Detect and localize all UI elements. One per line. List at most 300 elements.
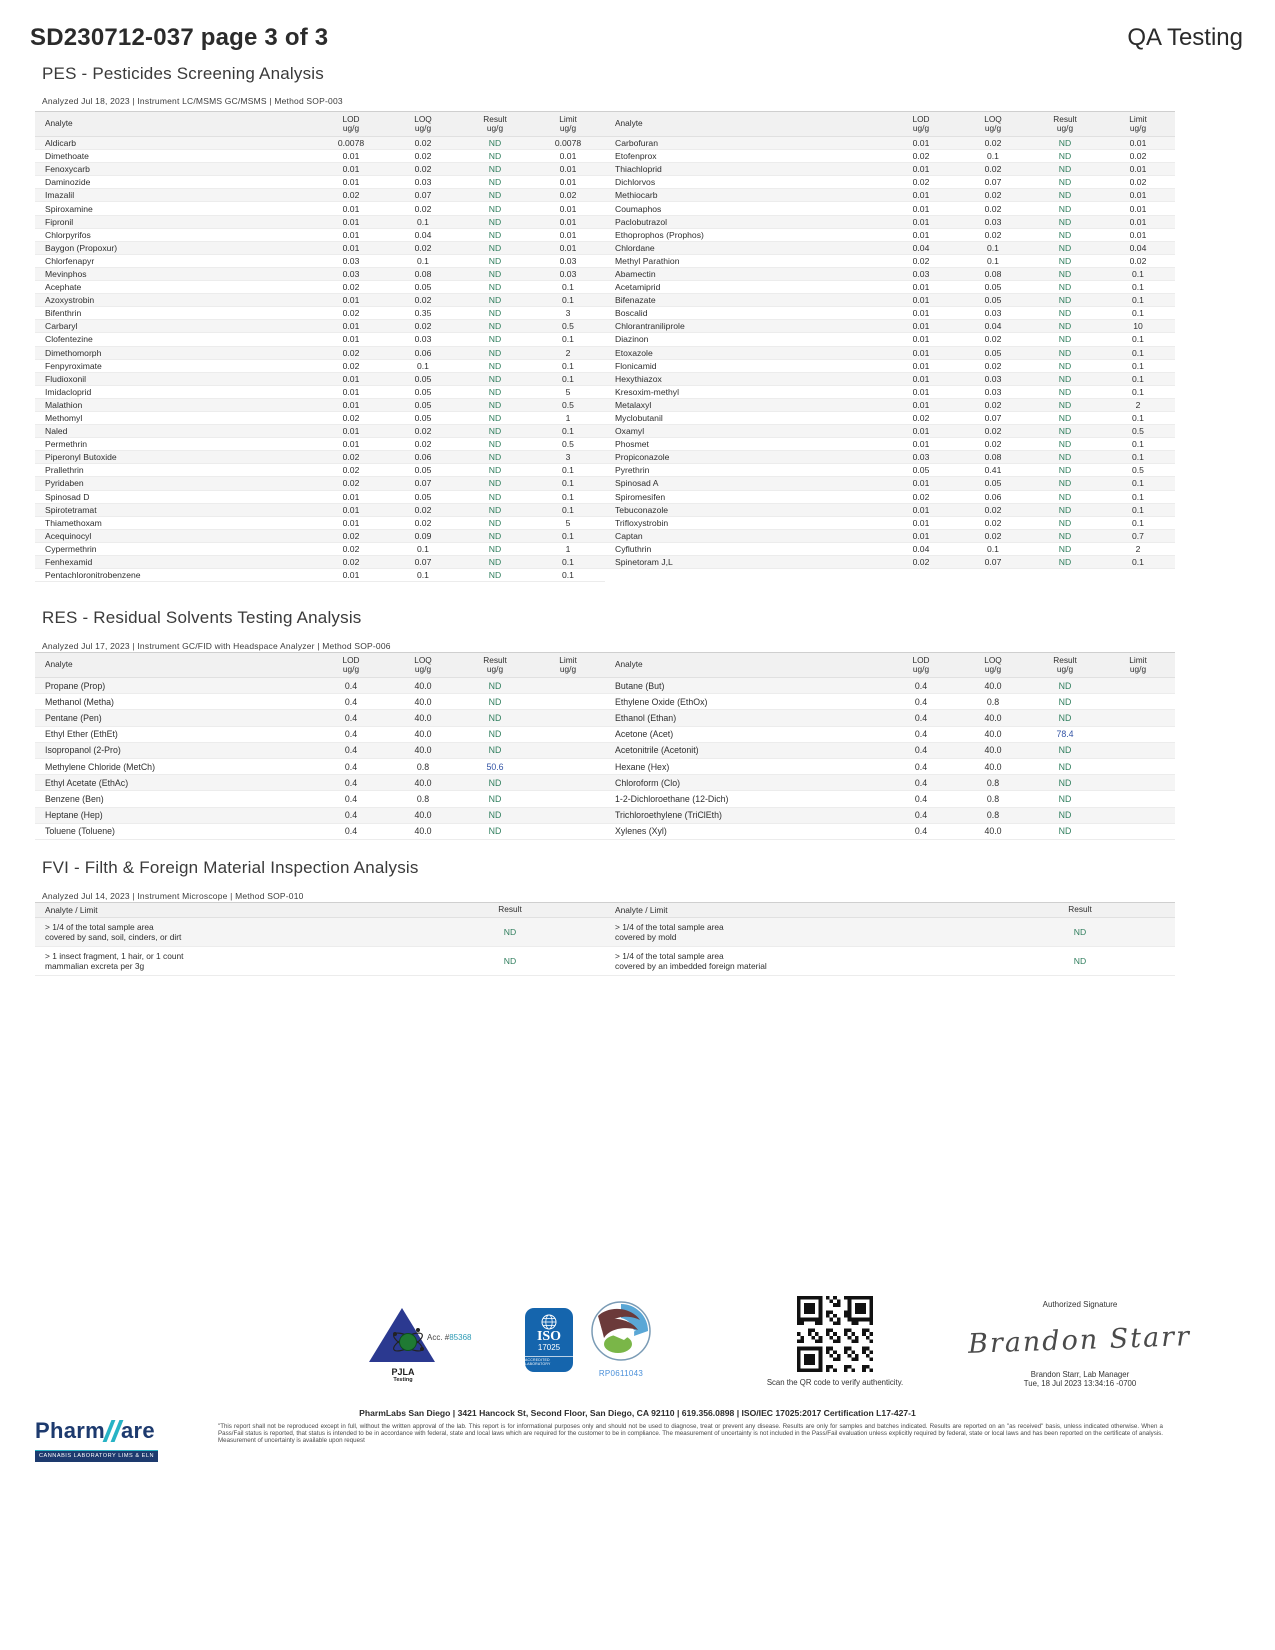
lod-value: 0.01 bbox=[912, 373, 930, 384]
result-value: ND bbox=[1058, 413, 1072, 424]
pes-section-title: PES - Pesticides Screening Analysis bbox=[42, 64, 324, 83]
analyte-name: Bifenthrin bbox=[45, 308, 82, 319]
lod-value: 0.4 bbox=[344, 761, 358, 772]
result-value: ND bbox=[488, 680, 502, 691]
table-row bbox=[35, 425, 605, 438]
limit-value: 0.1 bbox=[1132, 386, 1144, 397]
result-value: ND bbox=[488, 360, 502, 371]
result-value: ND bbox=[1058, 399, 1072, 410]
lod-value: 0.4 bbox=[914, 729, 928, 740]
table-row bbox=[605, 202, 1175, 215]
table-row bbox=[35, 710, 605, 726]
loq-value: 0.06 bbox=[414, 347, 432, 358]
result-value: ND bbox=[488, 826, 502, 837]
table-row bbox=[35, 824, 605, 840]
limit-value: 0.5 bbox=[1132, 426, 1144, 437]
limit-value: 10 bbox=[1133, 321, 1143, 332]
analyte-name: Chlordane bbox=[615, 242, 655, 253]
limit-value: 0.02 bbox=[1129, 151, 1147, 162]
result-value: ND bbox=[488, 177, 502, 188]
analyte-name: Acetone (Acet) bbox=[615, 729, 674, 740]
limit-value: 0.1 bbox=[562, 295, 574, 306]
analyte-name: Piperonyl Butoxide bbox=[45, 452, 117, 463]
limit-value: 0.1 bbox=[562, 373, 574, 384]
lod-value: 0.01 bbox=[912, 478, 930, 489]
result-value: ND bbox=[488, 373, 502, 384]
result-value: ND bbox=[1058, 282, 1072, 293]
limit-value: 0.7 bbox=[1132, 530, 1144, 541]
result-value: ND bbox=[488, 164, 502, 175]
lod-value: 0.01 bbox=[912, 295, 930, 306]
lod-value: 0.01 bbox=[342, 373, 360, 384]
loq-value: 0.08 bbox=[414, 268, 432, 279]
analyte-name: Hexane (Hex) bbox=[615, 761, 670, 772]
result-value: ND bbox=[1058, 308, 1072, 319]
lod-value: 0.01 bbox=[342, 164, 360, 175]
signature-label: Authorized Signature bbox=[1042, 1300, 1118, 1309]
table-row bbox=[35, 137, 605, 150]
column-header-result: Result bbox=[498, 904, 522, 915]
result-value: ND bbox=[488, 543, 502, 554]
table-row bbox=[35, 189, 605, 202]
lod-value: 0.03 bbox=[912, 268, 930, 279]
column-header-analyte: Analyte bbox=[615, 118, 643, 129]
limit-value: 0.5 bbox=[562, 321, 574, 332]
table-row bbox=[605, 918, 1175, 947]
table-row bbox=[605, 412, 1175, 425]
analyte-name: Imazalil bbox=[45, 190, 75, 201]
table-row bbox=[35, 399, 605, 412]
limit-value: 1 bbox=[565, 543, 571, 554]
result-value: ND bbox=[1058, 712, 1072, 723]
loq-value: 0.1 bbox=[987, 255, 999, 266]
table-row bbox=[605, 710, 1175, 726]
lod-value: 0.01 bbox=[912, 334, 930, 345]
table-row bbox=[35, 202, 605, 215]
table-row bbox=[605, 464, 1175, 477]
loq-value: 0.07 bbox=[414, 557, 432, 568]
table-row bbox=[605, 477, 1175, 490]
lod-value: 0.05 bbox=[912, 465, 930, 476]
result-value: ND bbox=[1058, 164, 1072, 175]
limit-value: 0.5 bbox=[562, 399, 574, 410]
brand-tagline: CANNABIS LABORATORY LIMS & ELN bbox=[35, 1450, 158, 1462]
table-row bbox=[605, 189, 1175, 202]
table-row bbox=[35, 229, 605, 242]
lod-value: 0.01 bbox=[912, 426, 930, 437]
result-value: ND bbox=[488, 517, 502, 528]
table-row bbox=[605, 281, 1175, 294]
analyte-name: Benzene (Ben) bbox=[45, 793, 104, 804]
limit-value: 0.02 bbox=[1129, 177, 1147, 188]
limit-value: 0.1 bbox=[1132, 282, 1144, 293]
analyte-name: Propane (Prop) bbox=[45, 680, 106, 691]
lod-value: 0.01 bbox=[912, 308, 930, 319]
column-header-lod: LOD ug/g bbox=[912, 113, 930, 133]
loq-value: 0.02 bbox=[984, 504, 1002, 515]
loq-value: 0.05 bbox=[414, 413, 432, 424]
analyte-name: Flonicamid bbox=[615, 360, 657, 371]
loq-value: 0.8 bbox=[986, 777, 1000, 788]
table-row bbox=[35, 307, 605, 320]
table-row bbox=[35, 281, 605, 294]
analyte-name: Trichloroethylene (TriClEth) bbox=[615, 810, 722, 821]
limit-value: 0.1 bbox=[1132, 347, 1144, 358]
loq-value: 0.05 bbox=[984, 347, 1002, 358]
result-value: ND bbox=[503, 927, 517, 937]
loq-value: 0.02 bbox=[414, 321, 432, 332]
brand-name: Pharm are bbox=[35, 1418, 155, 1443]
loq-value: 0.05 bbox=[414, 373, 432, 384]
res-table bbox=[35, 652, 1175, 840]
limit-value: 0.02 bbox=[559, 190, 577, 201]
loq-value: 40.0 bbox=[984, 826, 1002, 837]
loq-value: 0.1 bbox=[417, 255, 429, 266]
doj-dea-seal-icon bbox=[590, 1300, 652, 1362]
analyte-name: Heptane (Hep) bbox=[45, 810, 103, 821]
table-row bbox=[605, 517, 1175, 530]
limit-value: 2 bbox=[1135, 543, 1141, 554]
loq-value: 0.07 bbox=[984, 413, 1002, 424]
column-header-limit: Limit ug/g bbox=[1129, 654, 1147, 674]
loq-value: 0.02 bbox=[984, 439, 1002, 450]
analyte-name: Etofenprox bbox=[615, 151, 657, 162]
table-row bbox=[605, 451, 1175, 464]
analyte-name: Acephate bbox=[45, 282, 82, 293]
limit-value: 0.1 bbox=[562, 465, 574, 476]
limit-value: 1 bbox=[565, 413, 571, 424]
lod-value: 0.01 bbox=[912, 439, 930, 450]
result-value: ND bbox=[488, 203, 502, 214]
analyte-name: Chlorpyrifos bbox=[45, 229, 91, 240]
table-row bbox=[605, 530, 1175, 543]
analyte-name: Acequinocyl bbox=[45, 530, 92, 541]
signature-timestamp: Tue, 18 Jul 2023 13:34:16 -0700 bbox=[1023, 1379, 1137, 1388]
result-value: ND bbox=[488, 151, 502, 162]
loq-value: 0.02 bbox=[984, 138, 1002, 149]
result-value: ND bbox=[1058, 242, 1072, 253]
limit-value: 0.01 bbox=[1129, 190, 1147, 201]
qr-verification bbox=[760, 1296, 910, 1387]
column-header-result: Result bbox=[1068, 904, 1092, 915]
table-row bbox=[35, 333, 605, 346]
lod-value: 0.4 bbox=[914, 810, 928, 821]
lod-value: 0.04 bbox=[912, 543, 930, 554]
analyte-name: Boscalid bbox=[615, 308, 648, 319]
lod-value: 0.4 bbox=[344, 729, 358, 740]
limit-value: 0.5 bbox=[562, 439, 574, 450]
lod-value: 0.02 bbox=[912, 491, 930, 502]
table-row bbox=[605, 360, 1175, 373]
table-row bbox=[605, 294, 1175, 307]
loq-value: 0.02 bbox=[414, 164, 432, 175]
table-row bbox=[35, 727, 605, 743]
loq-value: 0.02 bbox=[414, 151, 432, 162]
lod-value: 0.4 bbox=[344, 826, 358, 837]
fvi-right-rows bbox=[605, 918, 1175, 976]
analyte-name: Metalaxyl bbox=[615, 399, 652, 410]
fvi-section-title: FVI - Filth & Foreign Material Inspection Analysis bbox=[42, 858, 419, 877]
lod-value: 0.03 bbox=[342, 268, 360, 279]
table-row bbox=[605, 743, 1175, 759]
analyte-name: Baygon (Propoxur) bbox=[45, 242, 118, 253]
result-value: ND bbox=[488, 777, 502, 788]
limit-value: 0.0078 bbox=[554, 138, 582, 149]
table-row bbox=[35, 216, 605, 229]
loq-value: 40.0 bbox=[414, 680, 432, 691]
analyte-name: Propiconazole bbox=[615, 452, 670, 463]
analyte-name: Paclobutrazol bbox=[615, 216, 668, 227]
limit-value: 0.01 bbox=[1129, 216, 1147, 227]
analyte-name: Bifenazate bbox=[615, 295, 656, 306]
result-value: ND bbox=[1058, 761, 1072, 772]
lod-value: 0.4 bbox=[914, 696, 928, 707]
analyte-name: Methanol (Metha) bbox=[45, 696, 114, 707]
limit-value: 0.01 bbox=[559, 164, 577, 175]
lod-value: 0.01 bbox=[342, 216, 360, 227]
analyte-name: Acetonitrile (Acetonit) bbox=[615, 745, 699, 756]
loq-value: 0.8 bbox=[986, 696, 1000, 707]
result-value: ND bbox=[503, 956, 517, 966]
lod-value: 0.01 bbox=[342, 295, 360, 306]
lod-value: 0.01 bbox=[912, 282, 930, 293]
table-row bbox=[605, 504, 1175, 517]
lod-value: 0.01 bbox=[342, 570, 360, 581]
limit-value: 0.1 bbox=[562, 557, 574, 568]
analyte-name: Prallethrin bbox=[45, 465, 84, 476]
dea-certificate bbox=[588, 1300, 654, 1378]
loq-value: 0.02 bbox=[984, 360, 1002, 371]
table-row bbox=[605, 947, 1175, 976]
lod-value: 0.02 bbox=[912, 255, 930, 266]
analyte-name: Methiocarb bbox=[615, 190, 658, 201]
lod-value: 0.01 bbox=[342, 491, 360, 502]
lod-value: 0.4 bbox=[344, 810, 358, 821]
result-value: ND bbox=[1058, 426, 1072, 437]
lod-value: 0.02 bbox=[342, 478, 360, 489]
lod-value: 0.01 bbox=[912, 203, 930, 214]
analyte-name: Cypermethrin bbox=[45, 543, 97, 554]
analyte-name: Phosmet bbox=[615, 439, 649, 450]
loq-value: 0.02 bbox=[984, 203, 1002, 214]
analyte-name: Dimethomorph bbox=[45, 347, 102, 358]
document-id: SD230712-037 page 3 of 3 bbox=[30, 24, 329, 51]
loq-value: 0.09 bbox=[414, 530, 432, 541]
analyte-name: Thiachloprid bbox=[615, 164, 662, 175]
column-header-analyte: Analyte bbox=[45, 659, 73, 670]
result-value: ND bbox=[1058, 745, 1072, 756]
res-left-rows bbox=[35, 678, 605, 840]
column-header-lod: LOD ug/g bbox=[342, 113, 360, 133]
result-value: ND bbox=[1058, 517, 1072, 528]
table-row bbox=[35, 176, 605, 189]
lod-value: 0.01 bbox=[912, 530, 930, 541]
lod-value: 0.02 bbox=[912, 413, 930, 424]
column-header-lod: LOD ug/g bbox=[912, 654, 930, 674]
table-row bbox=[605, 759, 1175, 775]
analyte-name: Pyridaben bbox=[45, 478, 84, 489]
result-value: ND bbox=[488, 810, 502, 821]
result-value: ND bbox=[1058, 386, 1072, 397]
lod-value: 0.01 bbox=[912, 216, 930, 227]
result-value: ND bbox=[1058, 360, 1072, 371]
analyte-name: Myclobutanil bbox=[615, 413, 663, 424]
qr-code bbox=[797, 1296, 873, 1372]
table-row bbox=[605, 373, 1175, 386]
analyte-name: Ethylene Oxide (EthOx) bbox=[615, 696, 708, 707]
analyte-name: Thiamethoxam bbox=[45, 517, 102, 528]
table-row bbox=[35, 678, 605, 694]
result-value: ND bbox=[1058, 543, 1072, 554]
analyte-name: Etoxazole bbox=[615, 347, 653, 358]
analyte-name: Methyl Parathion bbox=[615, 255, 680, 266]
lod-value: 0.4 bbox=[344, 793, 358, 804]
analyte-name: Mevinphos bbox=[45, 268, 87, 279]
lod-value: 0.01 bbox=[342, 203, 360, 214]
pes-table-header bbox=[35, 111, 1175, 137]
analyte-name: Tebuconazole bbox=[615, 504, 669, 515]
analyte-name: Malathion bbox=[45, 399, 83, 410]
loq-value: 0.1 bbox=[987, 543, 999, 554]
iso-17025-badge: ISO 17025 ACCREDITED LABORATORY bbox=[525, 1308, 573, 1372]
analyte-name: Spirotetramat bbox=[45, 504, 97, 515]
lod-value: 0.03 bbox=[342, 255, 360, 266]
fvi-criterion: > 1/4 of the total sample area covered by an imbedded foreign material bbox=[615, 951, 767, 971]
lod-value: 0.01 bbox=[342, 517, 360, 528]
column-header-analyte-limit: Analyte / Limit bbox=[45, 905, 98, 915]
column-header-loq: LOQ ug/g bbox=[414, 654, 432, 674]
result-value: ND bbox=[1058, 491, 1072, 502]
result-value: ND bbox=[488, 729, 502, 740]
lod-value: 0.02 bbox=[912, 151, 930, 162]
table-row bbox=[605, 824, 1175, 840]
result-value: ND bbox=[1058, 826, 1072, 837]
analyte-name: Fipronil bbox=[45, 216, 74, 227]
loq-value: 0.02 bbox=[984, 229, 1002, 240]
loq-value: 0.05 bbox=[414, 282, 432, 293]
loq-value: 0.05 bbox=[414, 386, 432, 397]
lod-value: 0.02 bbox=[342, 308, 360, 319]
result-value: ND bbox=[488, 321, 502, 332]
table-row bbox=[605, 775, 1175, 791]
loq-value: 0.06 bbox=[984, 491, 1002, 502]
loq-value: 0.04 bbox=[984, 321, 1002, 332]
limit-value: 0.1 bbox=[562, 504, 574, 515]
loq-value: 0.8 bbox=[986, 793, 1000, 804]
result-value: ND bbox=[1058, 177, 1072, 188]
analyte-name: Dichlorvos bbox=[615, 177, 656, 188]
loq-value: 0.07 bbox=[984, 177, 1002, 188]
loq-value: 0.07 bbox=[414, 190, 432, 201]
limit-value: 0.01 bbox=[1129, 229, 1147, 240]
loq-value: 0.02 bbox=[414, 295, 432, 306]
loq-value: 0.05 bbox=[984, 478, 1002, 489]
fvi-table bbox=[35, 902, 1175, 976]
result-value: ND bbox=[488, 745, 502, 756]
loq-value: 0.8 bbox=[416, 761, 430, 772]
loq-value: 0.1 bbox=[417, 360, 429, 371]
page-title: QA Testing bbox=[1127, 24, 1243, 51]
table-row bbox=[35, 918, 605, 947]
limit-value: 0.01 bbox=[1129, 138, 1147, 149]
pes-section-meta: Analyzed Jul 18, 2023 | Instrument LC/MSMS GC/MSMS | Method SOP-003 bbox=[42, 96, 343, 106]
table-row bbox=[605, 808, 1175, 824]
analyte-name: Carbofuran bbox=[615, 138, 658, 149]
lab-address: PharmLabs San Diego | 3421 Hancock St, Second Floor, San Diego, CA 92110 | 619.356.0898 | ISO/IEC 17025:2017 Certification L17-427-1 bbox=[359, 1408, 916, 1418]
lod-value: 0.4 bbox=[914, 793, 928, 804]
limit-value: 5 bbox=[565, 386, 571, 397]
result-value: ND bbox=[1073, 927, 1087, 937]
limit-value: 0.01 bbox=[559, 151, 577, 162]
table-row bbox=[605, 333, 1175, 346]
loq-value: 40.0 bbox=[984, 680, 1002, 691]
loq-value: 0.35 bbox=[414, 308, 432, 319]
analyte-name: Captan bbox=[615, 530, 643, 541]
loq-value: 0.8 bbox=[416, 793, 430, 804]
limit-value: 0.01 bbox=[559, 229, 577, 240]
lod-value: 0.01 bbox=[912, 138, 930, 149]
table-row bbox=[35, 255, 605, 268]
result-value: ND bbox=[488, 570, 502, 581]
lod-value: 0.01 bbox=[912, 321, 930, 332]
loq-value: 0.02 bbox=[414, 138, 432, 149]
result-value: ND bbox=[1058, 138, 1072, 149]
lod-value: 0.01 bbox=[912, 190, 930, 201]
result-value: ND bbox=[1073, 956, 1087, 966]
table-row bbox=[35, 543, 605, 556]
table-row bbox=[605, 347, 1175, 360]
result-value: ND bbox=[488, 465, 502, 476]
column-header-result: Result ug/g bbox=[1053, 654, 1077, 674]
loq-value: 0.02 bbox=[984, 426, 1002, 437]
loq-value: 0.02 bbox=[984, 530, 1002, 541]
analyte-name: Ethyl Acetate (EthAc) bbox=[45, 777, 129, 788]
lod-value: 0.02 bbox=[342, 557, 360, 568]
fvi-criterion: > 1/4 of the total sample area covered by sand, soil, cinders, or dirt bbox=[45, 922, 182, 942]
result-value: ND bbox=[1058, 373, 1072, 384]
result-value: ND bbox=[1058, 321, 1072, 332]
lod-value: 0.01 bbox=[912, 504, 930, 515]
table-row bbox=[605, 216, 1175, 229]
loq-value: 40.0 bbox=[414, 777, 432, 788]
lod-value: 0.01 bbox=[912, 386, 930, 397]
loq-value: 40.0 bbox=[984, 761, 1002, 772]
lod-value: 0.4 bbox=[344, 745, 358, 756]
analyte-name: Xylenes (Xyl) bbox=[615, 826, 667, 837]
analyte-name: Daminozide bbox=[45, 177, 91, 188]
limit-value: 0.1 bbox=[1132, 439, 1144, 450]
analyte-name: Abamectin bbox=[615, 268, 656, 279]
result-value: ND bbox=[1058, 334, 1072, 345]
result-value: ND bbox=[488, 386, 502, 397]
result-value: ND bbox=[488, 712, 502, 723]
analyte-name: Clofentezine bbox=[45, 334, 93, 345]
lod-value: 0.02 bbox=[342, 190, 360, 201]
lod-value: 0.4 bbox=[344, 712, 358, 723]
result-value: ND bbox=[488, 491, 502, 502]
analyte-name: Fenpyroximate bbox=[45, 360, 102, 371]
loq-value: 0.02 bbox=[414, 504, 432, 515]
res-right-rows bbox=[605, 678, 1175, 840]
analyte-name: Naled bbox=[45, 426, 68, 437]
result-value: ND bbox=[1058, 696, 1072, 707]
limit-value: 0.01 bbox=[559, 177, 577, 188]
lod-value: 0.4 bbox=[344, 696, 358, 707]
loq-value: 0.07 bbox=[414, 478, 432, 489]
lod-value: 0.0078 bbox=[337, 138, 365, 149]
table-row bbox=[35, 759, 605, 775]
analyte-name: Chlorfenapyr bbox=[45, 255, 95, 266]
